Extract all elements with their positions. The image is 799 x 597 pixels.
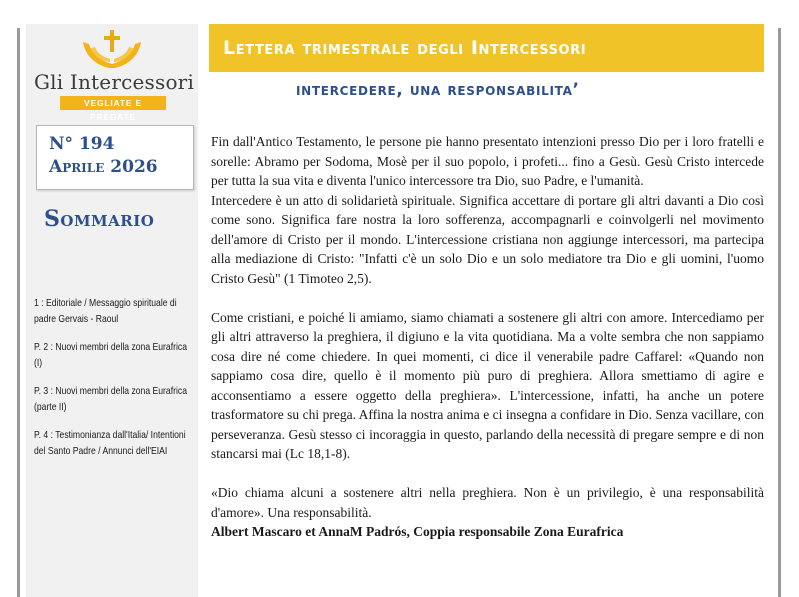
- issue-date: Aprile 2026: [49, 157, 158, 177]
- brand-title: Gli Intercessori: [33, 70, 195, 94]
- summary-title: Sommario: [44, 206, 155, 232]
- header-bar: [209, 24, 764, 72]
- frame-right-border: [778, 28, 781, 597]
- summary-list: [34, 296, 194, 472]
- article-paragraph: «Dio chiama alcuni a sostenere altri nella preghiera. Non è un privilegio, è una responsabilità d'amore». Una responsabilità.: [211, 485, 764, 520]
- article-heading: intercedere, una responsabilita’: [296, 80, 580, 99]
- summary-item-editoriale[interactable]: 1 : Editoriale / Messaggio spirituale di padre Gervais - Raoul: [34, 297, 177, 325]
- article-signature: Albert Mascaro et AnnaM Padrós, Coppia responsabile Zona Eurafrica: [211, 524, 624, 539]
- issue-box: [36, 125, 194, 190]
- article-paragraph: Come cristiani, e poiché li amiamo, siamo chiamati a sostenere gli altri con amore. Intercediamo per gli altri attraverso la preghiera, il digiuno e la vita quotidiana. Ma a volte sembra che non sappiamo cosa dire né come chiedere. In quei momenti, ci dice il venerabile padre Caffarel: «Quando non sappiamo cosa dire, quello è il momento più puro di preghiera. Allora smettiamo di agire e acconsentiamo a essere oggetto della preghiera». L'intercessione, infatti, ha anche un potere trasformatore su chi prega. Affina la nostra anima e ci insegna a confidare in Dio. Senza vacillare, con perseveranza. Gesù stesso ci incoraggia in questo, parlando della necessità di pregare sempre e di non stancarsi mai (Lc 18,1-8).: [211, 309, 764, 461]
- article-body: [211, 132, 764, 542]
- summary-item-nuovi-membri-2[interactable]: P. 3 : Nuovi membri della zona Eurafrica (parte II): [34, 385, 187, 413]
- issue-number: N° 194: [49, 134, 115, 154]
- article-paragraph: Intercedere è un atto di solidarietà spirituale. Significa accettare di portare gli altri davanti a Dio così come sono. Significa fare nostra la loro sofferenza, accompagnarli e coinvolgerli nel movimento dell'amore di Cristo per il mondo. L'intercessione cristiana non aggiunge intercessori, ma partecipa alla mediazione di Cristo: "Infatti c'è un solo Dio e un solo mediatore tra Dio e gli uomini, l'uomo Cristo Gesù" (1 Timoteo 2,5).: [211, 192, 764, 286]
- frame-left-border: [17, 28, 20, 597]
- summary-item-testimonianza[interactable]: P. 4 : Testimonianza dall'Italia/ Intentioni del Santo Padre / Annunci dell'EIAI: [34, 429, 186, 457]
- logo: [27, 28, 197, 122]
- brand-tagline: VEGLIATE E PREGATE: [60, 96, 166, 110]
- summary-item-nuovi-membri-1[interactable]: P. 2 : Nuovi membri della zona Eurafrica (I): [34, 341, 187, 369]
- praying-hands-cross-icon: [79, 28, 145, 72]
- header-title: Lettera trimestrale degli Intercessori: [223, 37, 587, 59]
- article-paragraph: Fin dall'Antico Testamento, le persone pie hanno presentato intenzioni presso Dio per i loro fratelli e sorelle: Abramo per Sodoma, Mosè per il suo popolo, i profeti... fino a Gesù. Gesù Cristo intercede per tutta la sua vita e diventa l'unico intercessore tra Dio, suo Padre, e l'umanità.: [211, 134, 764, 188]
